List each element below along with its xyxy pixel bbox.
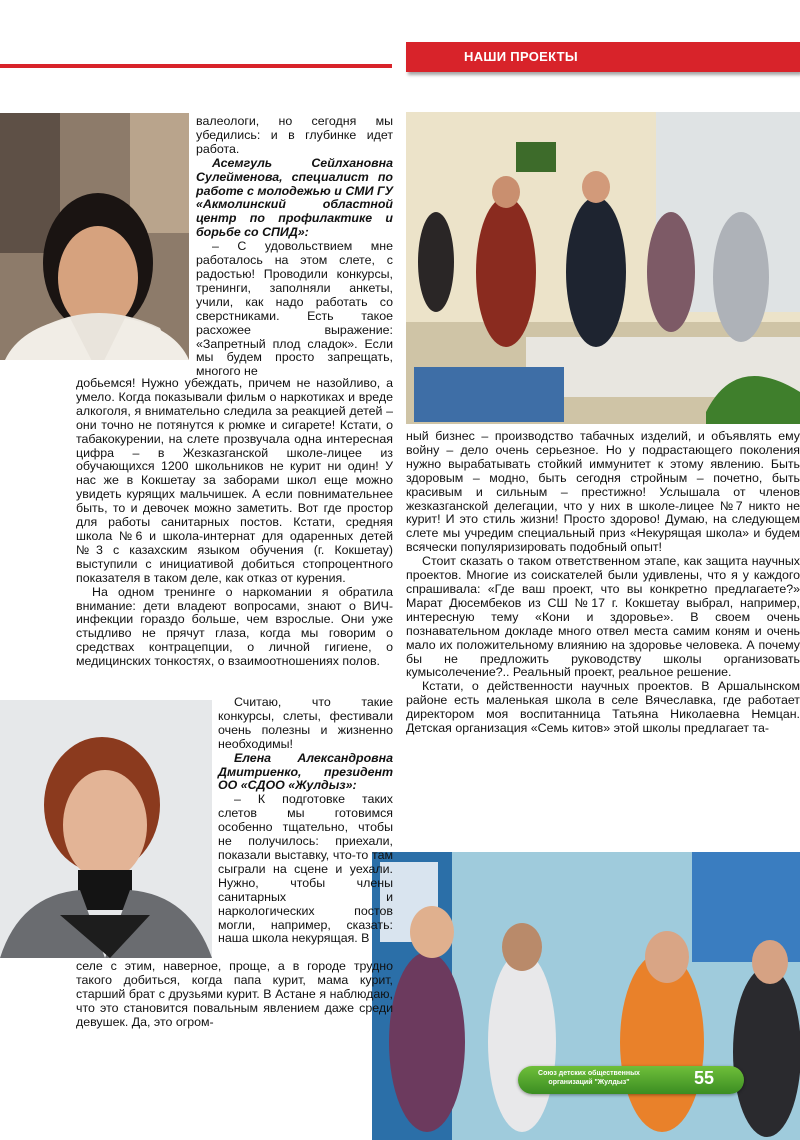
- speaker-sulejmenova: Асемгуль Сейлхановна Сулейменова, специалист по работе с молодежью и СМИ ГУ «Акмолинский областной центр по профилактике и борьбе со СПИД»:: [196, 155, 393, 240]
- paragraph: Кстати, о действенности научных проектов. В Аршалынском районе есть маленькая школа в селе Вячеславка, где работает директором моя воспитанница Татьяна Николаевна Немцан. Детская организация «Семь китов» этой школы предлагает та-: [406, 679, 800, 736]
- paragraph: ный бизнес – производство табачных изделий, и объявлять ему войну – дело очень серьезное. Но у подрастающего поколения нужно вырабатывать стойкий иммунитет к этому явлению. Быть здоровым – модно, быть сегодня стройным – почетно, быть красивым и сильным – престижно! Услышала от членов жезказганской делегации, что у них в школе-лицее №7 никто не курит! И это стиль жизни! Просто здорово! Думаю, на следующем слете мы учредим специальный приз «Некурящая школа» и будем всячески популяризировать подобный опыт!: [406, 429, 800, 555]
- photo-exhibition-visit: [406, 112, 800, 424]
- footer-org-name: Союз детских общественных организаций "Жулдыз": [538, 1070, 640, 1086]
- paragraph: селе с этим, наверное, проще, а в городе трудно такого добиться, когда папа курит, мама курит, старший брат с друзьями курит. В Астане я наблюдаю, что это становится повальным явлением даже среди девушек. Да, это огром-: [76, 959, 393, 1029]
- page-number: 55: [694, 1068, 715, 1088]
- col2-text: [406, 430, 800, 736]
- col1-low-text: [218, 696, 393, 946]
- paragraph: Стоит сказать о таком ответственном этапе, как защита научных проектов. Многие из соискателей были удивлены, что я у каждого спрашивала: «Где ваш проект, что вы конкретно предлагаете?» Марат Дюсембеков из СШ №17 г. Кокшетау выбрал, например, интересную тему «Кони и здоровье». В своем очень познавательном докладе много отвел места самим коням и очень мало их положительному влиянию на здоровье человека. А почему бы не предложить руководству школы организовать кумысолечение?.. Реальный проект, реальное решение.: [406, 554, 800, 680]
- header-rule: [0, 64, 392, 68]
- paragraph: – К подготовке таких слетов мы готовимся особенно тщательно, чтобы не получилось: приехали, показали выставку, что-то там сыграли на сцене и уехали. Нужно, чтобы члены санитарных и наркологических постов могли, например, сказать: наша школа некурящая. В: [218, 792, 393, 946]
- paragraph: валеологи, но сегодня мы убедились: и в глубинке идет работа.: [196, 114, 393, 156]
- section-label: НАШИ ПРОЕКТЫ: [406, 42, 800, 72]
- col1-bottom-text: [76, 960, 393, 1030]
- paragraph: – С удовольствием мне работалось на этом слете, с радостью! Проводили конкурсы, тренинги, заполняли анкеты, учили, как надо работать со сверстниками. Есть такое расхожее выражение: «Запретный плод сладок». Если мы будем просто запрещать, многого не: [196, 239, 393, 379]
- speaker-dmitrienko: Елена Александровна Дмитриенко, президент ОО «СДОО «Жулдыз»:: [218, 750, 393, 793]
- paragraph: Считаю, что такие конкурсы, слеты, фестивали очень полезны и жизненно необходимы!: [218, 695, 393, 751]
- paragraph: На одном тренинге о наркомании я обратила внимание: дети владеют вопросами, знают о ВИЧ-инфекции гораздо больше, чем взрослые. Они уже стыдливо не прячут глаза, когда мы говорим о средствах контрацепции, о личной гигиене, о медицинских тонкостях, о взаимоотношениях полов.: [76, 584, 393, 669]
- col1-mid-text: [76, 377, 393, 669]
- photo-students: [372, 852, 800, 1140]
- paragraph: добьемся! Нужно убеждать, причем не назойливо, а умело. Когда показывали фильм о наркотиках и вреде алкоголя, я внимательно следила за реакцией детей – они точно не потянутся к рюмке и сигарете! Кстати, о табакокурении, на слете прозвучала одна интересная цифра – в Жезказганской школе-лицее из обучающихся 1200 школьников не курит ни один! У нас же в Кокшетау за заборами школ еще можно увидеть курящих мальчишек. А если повнимательнее быть, то и девочек можно заметить. Вот где простор для работы санитарных постов. Кстати, средняя школа №6 и школа-интернат для одаренных детей №3 с казахским языком обучения (г. Кокшетау) выступили с инициативой добиться стопроцентного показателя в таком деле, как отказ от курения.: [76, 376, 393, 585]
- photo-sulejmenova: [0, 113, 189, 360]
- photo-dmitrienko: [0, 700, 212, 958]
- col1-top-text: [196, 115, 393, 379]
